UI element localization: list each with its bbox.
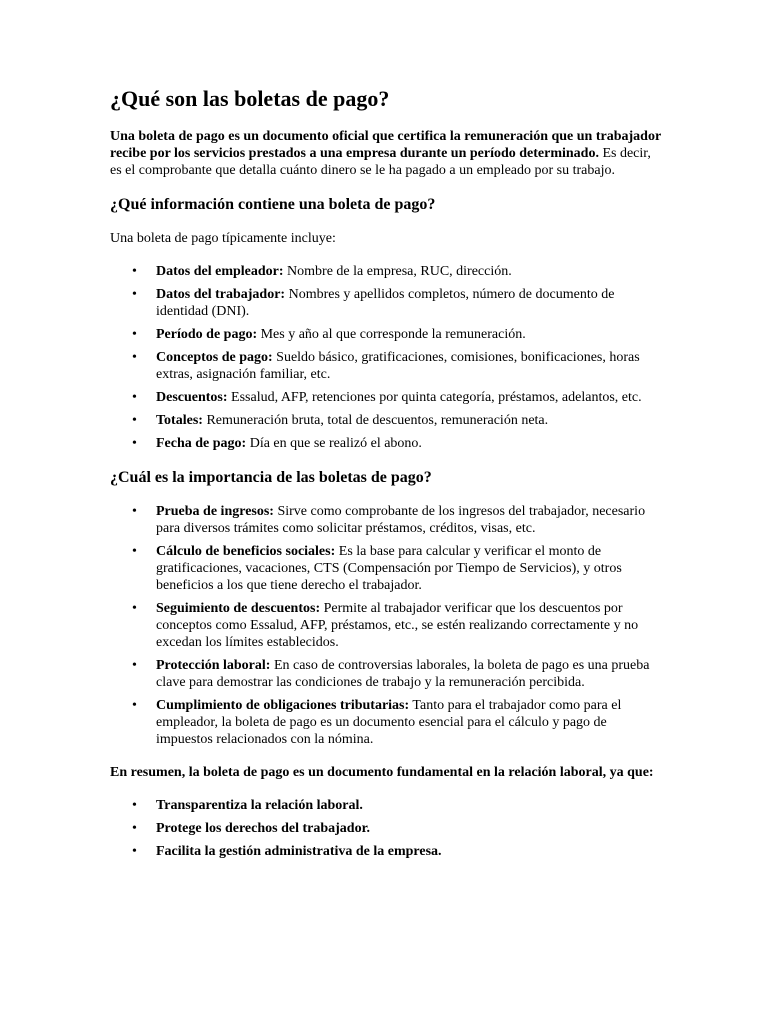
importance-list bbox=[110, 503, 662, 748]
document-page bbox=[110, 86, 662, 876]
section-heading-informacion: ¿Qué información contiene una boleta de pago? bbox=[110, 196, 436, 213]
section-heading-importancia: ¿Cuál es la importancia de las boletas de pago? bbox=[110, 469, 432, 486]
list-item bbox=[156, 543, 662, 594]
list-item-text: Mes y año al que corresponde la remuneración. bbox=[257, 327, 526, 342]
list-item-label: Conceptos de pago: bbox=[156, 350, 273, 365]
list-item-label: Cumplimiento de obligaciones tributarias: bbox=[156, 698, 410, 713]
list-item-text: Nombres y apellidos completos, número de documento de identidad (DNI). bbox=[156, 287, 615, 319]
section-lead-informacion: Una boleta de pago típicamente incluye: bbox=[110, 231, 336, 246]
list-item-label: Datos del empleador: bbox=[156, 264, 284, 279]
list-item-text: Es la base para calcular y verificar el monto de gratificaciones, vacaciones, CTS (Compensación por Tiempo de Servicios), y otros beneficios a los que tiene derecho el trabajador. bbox=[156, 544, 622, 593]
list-item-text: Tanto para el trabajador como para el empleador, la boleta de pago es un documento esencial para el cálculo y pago de impuestos relacionados con la nómina. bbox=[156, 698, 622, 747]
list-item-label: Totales: bbox=[156, 413, 203, 428]
intro-bold-text: Una boleta de pago es un documento oficial que certifica la remuneración que un trabajador recibe por los servicios prestados a una empresa durante un período determinado. bbox=[110, 129, 661, 161]
list-item-label: Datos del trabajador: bbox=[156, 287, 286, 302]
list-item-label: Descuentos: bbox=[156, 390, 228, 405]
summary-list bbox=[110, 797, 662, 860]
list-item-text: Essalud, AFP, retenciones por quinta categoría, préstamos, adelantos, etc. bbox=[227, 390, 642, 405]
list-item bbox=[156, 263, 662, 280]
list-item-label: Período de pago: bbox=[156, 327, 258, 342]
summary-lead bbox=[110, 764, 662, 781]
list-item-label: Prueba de ingresos: bbox=[156, 504, 274, 519]
list-item bbox=[156, 503, 662, 537]
list-item-text: Día en que se realizó el abono. bbox=[246, 436, 422, 451]
list-item bbox=[156, 286, 662, 320]
list-item bbox=[156, 697, 662, 748]
list-item bbox=[156, 843, 662, 860]
list-item-label: Fecha de pago: bbox=[156, 436, 247, 451]
list-item bbox=[156, 389, 662, 406]
list-item-text: Remuneración bruta, total de descuentos, remuneración neta. bbox=[202, 413, 549, 428]
list-item bbox=[156, 349, 662, 383]
list-item bbox=[156, 600, 662, 651]
summary-item-text: Protege los derechos del trabajador. bbox=[156, 821, 370, 836]
list-item bbox=[156, 412, 662, 429]
list-item-label: Protección laboral: bbox=[156, 658, 271, 673]
list-item bbox=[156, 326, 662, 343]
list-item-label: Seguimiento de descuentos: bbox=[156, 601, 321, 616]
information-list bbox=[110, 263, 662, 452]
list-item-text: Permite al trabajador verificar que los descuentos por conceptos como Essalud, AFP, préstamos, etc., se estén realizando correctamente y no excedan los límites establecidos. bbox=[156, 601, 639, 650]
page-title: ¿Qué son las boletas de pago? bbox=[110, 86, 390, 111]
list-item bbox=[156, 797, 662, 814]
summary-lead-text: En resumen, la boleta de pago es un documento fundamental en la relación laboral, ya que: bbox=[110, 765, 654, 780]
list-item-text: Nombre de la empresa, RUC, dirección. bbox=[283, 264, 512, 279]
intro-rest-text: Es decir, es el comprobante que detalla cuánto dinero se le ha pagado a un empleado por su trabajo. bbox=[110, 146, 651, 178]
summary-item-text: Transparentiza la relación laboral. bbox=[156, 798, 363, 813]
summary-item-text: Facilita la gestión administrativa de la empresa. bbox=[156, 844, 442, 859]
list-item-label: Cálculo de beneficios sociales: bbox=[156, 544, 336, 559]
list-item bbox=[156, 435, 662, 452]
list-item bbox=[156, 657, 662, 691]
list-item-text: Sirve como comprobante de los ingresos del trabajador, necesario para diversos trámites como solicitar préstamos, créditos, visas, etc. bbox=[156, 504, 646, 536]
list-item bbox=[156, 820, 662, 837]
list-item-text: En caso de controversias laborales, la boleta de pago es una prueba clave para demostrar las condiciones de trabajo y la remuneración percibida. bbox=[156, 658, 650, 690]
list-item-text: Sueldo básico, gratificaciones, comisiones, bonificaciones, horas extras, asignación familiar, etc. bbox=[156, 350, 640, 382]
intro-paragraph bbox=[110, 128, 662, 179]
